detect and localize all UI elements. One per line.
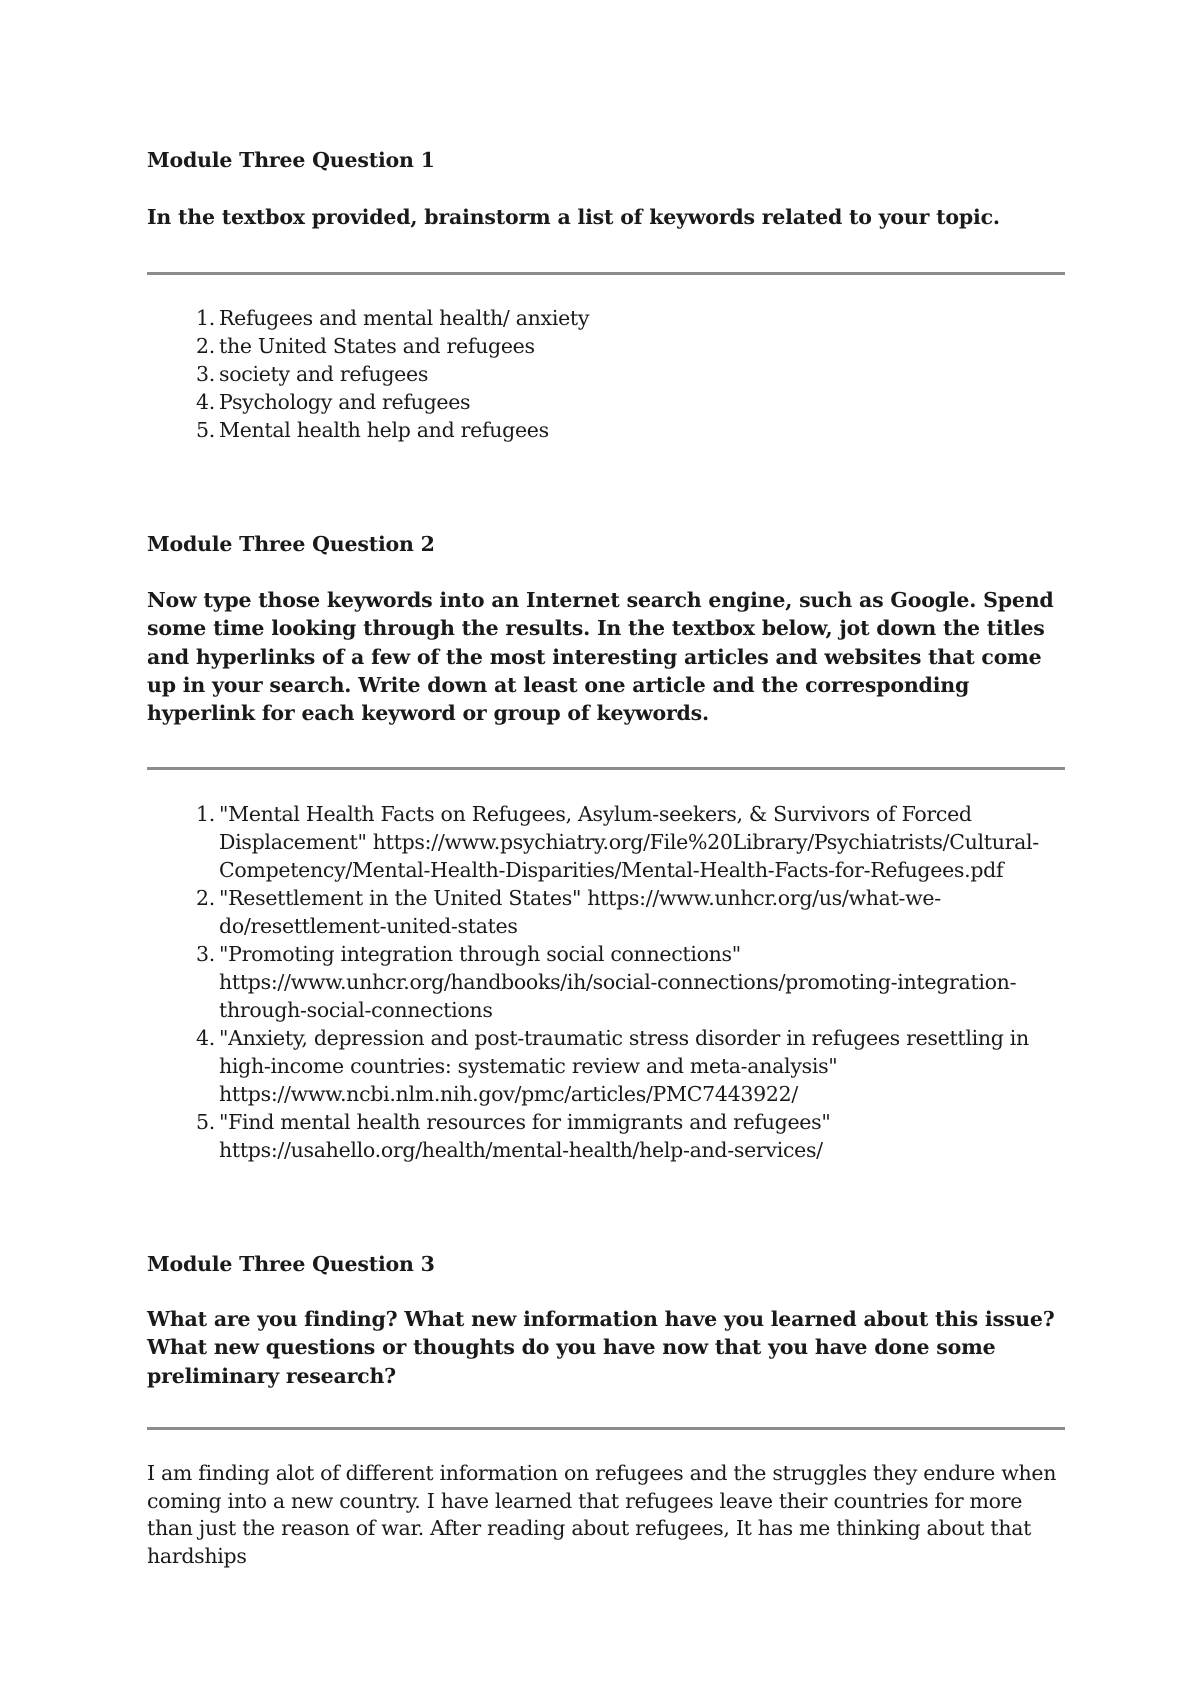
q1-prompt: In the textbox provided, brainstorm a list of keywords related to your topic. (147, 205, 1000, 229)
list-number: 5. (196, 418, 215, 442)
list-number: 3. (196, 942, 215, 966)
list-number: 4. (196, 390, 215, 414)
q2-heading: Module Three Question 2 (147, 532, 435, 556)
list-number: 2. (196, 886, 215, 910)
list-text: Refugees and mental health/ anxiety (219, 306, 590, 330)
list-item (147, 800, 1067, 884)
list-text: "Mental Health Facts on Refugees, Asylum-seekers, & Survivors of Forced Displacement" https://www.psychiatry.org/File%20Library/Psychiatrists/Cultural-Competency/Mental-Health-Disparities/Mental-Health-Facts-for-Refugees.pdf (219, 802, 1039, 882)
q3-answer-text: I am finding alot of different information on refugees and the struggles they endure when coming into a new country. I have learned that refugees leave their countries for more than just the reason of war. After reading about refugees, It has me thinking about that hardships (147, 1461, 1057, 1568)
list-text: "Promoting integration through social connections" https://www.unhcr.org/handbooks/ih/social-connections/promoting-integration-through-social-connections (219, 942, 1017, 1022)
list-item (147, 360, 1067, 388)
list-text: "Anxiety, depression and post-traumatic stress disorder in refugees resettling in high-income countries: systematic review and meta-analysis" https://www.ncbi.nlm.nih.gov/pmc/articles/PMC7443922/ (219, 1026, 1029, 1106)
list-number: 2. (196, 334, 215, 358)
q2-answer-box-divider (147, 767, 1065, 770)
q1-answer-box-divider (147, 272, 1065, 275)
list-text: the United States and refugees (219, 334, 535, 358)
list-item (147, 304, 1067, 332)
list-number: 3. (196, 362, 215, 386)
list-number: 1. (196, 802, 215, 826)
list-text: Mental health help and refugees (219, 418, 549, 442)
q2-prompt: Now type those keywords into an Internet search engine, such as Google. Spend some time looking through the results. In the textbox below, jot down the titles and hyperlinks of a few of the most interesting articles and websites that come up in your search. Write down at least one article and the corresponding hyperlink for each keyword or group of keywords. (147, 588, 1054, 726)
q3-prompt: What are you finding? What new information have you learned about this issue? What new questions or thoughts do you have now that you have done some preliminary research? (147, 1307, 1055, 1388)
q1-keyword-list (147, 304, 1067, 444)
list-item (147, 1024, 1067, 1108)
list-item (147, 1108, 1067, 1164)
list-text: Psychology and refugees (219, 390, 471, 414)
list-number: 5. (196, 1110, 215, 1134)
list-text: "Find mental health resources for immigrants and refugees" https://usahello.org/health/mental-health/help-and-services/ (219, 1110, 831, 1162)
list-item (147, 416, 1067, 444)
list-item (147, 884, 1067, 940)
q2-article-list (147, 800, 1067, 1164)
q3-heading: Module Three Question 3 (147, 1252, 435, 1276)
q1-heading: Module Three Question 1 (147, 148, 435, 172)
list-item (147, 940, 1067, 1024)
list-item (147, 388, 1067, 416)
list-number: 4. (196, 1026, 215, 1050)
q3-answer-box-divider (147, 1427, 1065, 1430)
list-text: society and refugees (219, 362, 429, 386)
list-text: "Resettlement in the United States" https://www.unhcr.org/us/what-we-do/resettlement-united-states (219, 886, 941, 938)
list-number: 1. (196, 306, 215, 330)
list-item (147, 332, 1067, 360)
